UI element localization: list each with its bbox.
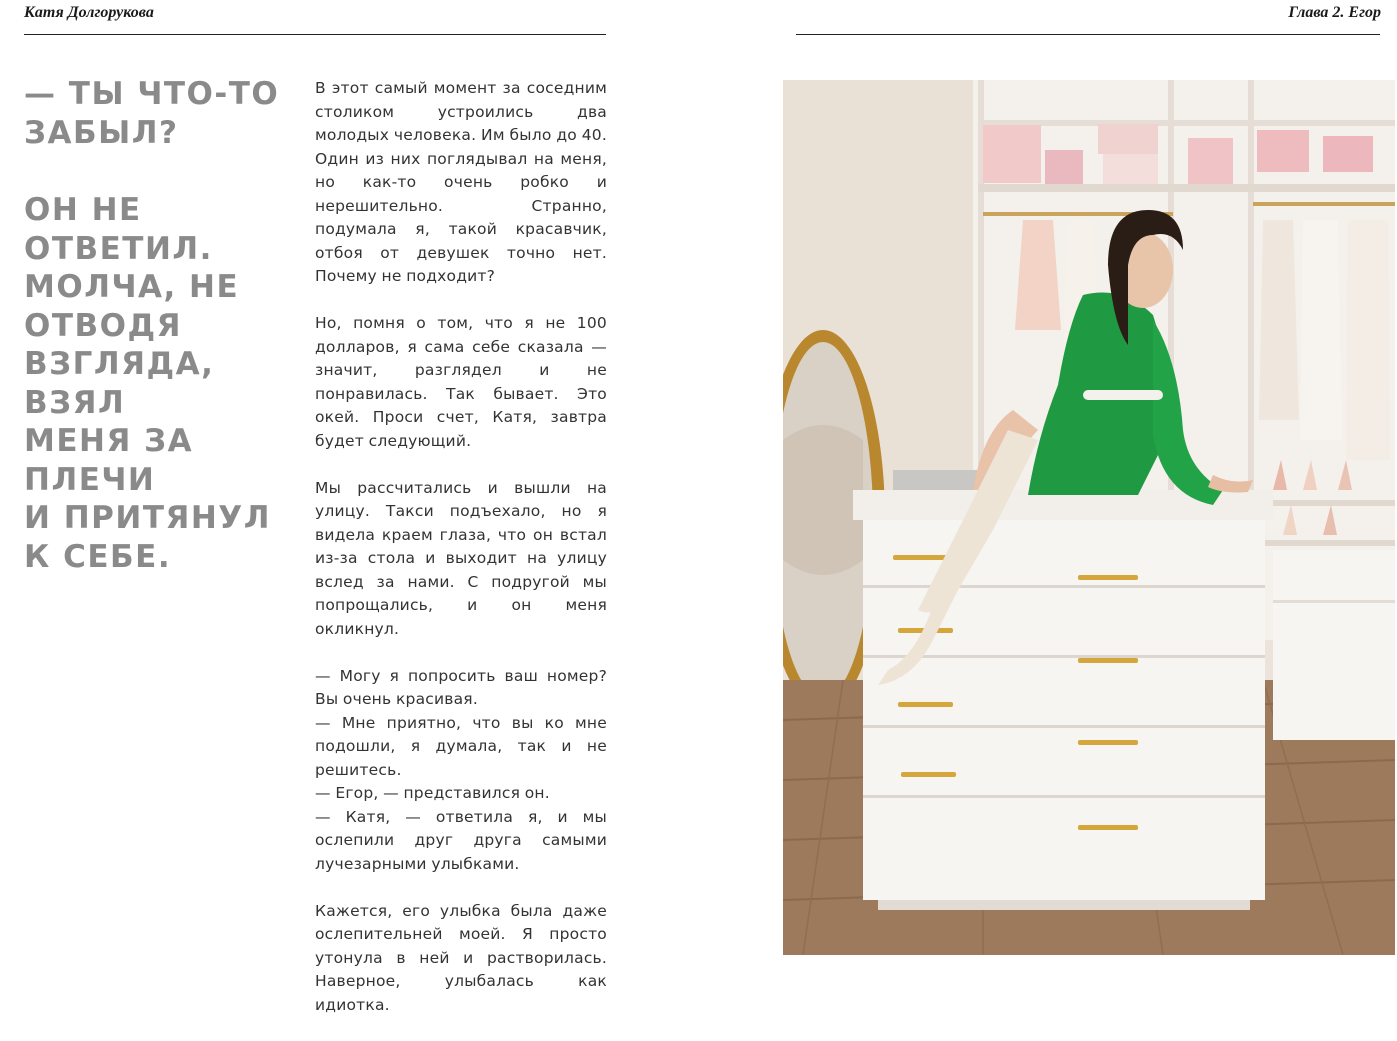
body-paragraph-2: Но, помня о том, что я не 100 долларов, я сама себе сказала — значит, разглядел и не понравилась. Так бывает. Это окей. Проси счет, Катя, завтра будет следующий.: [315, 314, 607, 450]
body-text-column: [315, 77, 607, 1041]
pull-quote-question: — ТЫ ЧТО-ТО ЗАБЫЛ?: [24, 76, 280, 151]
running-head-chapter: Глава 2. Егор: [1288, 4, 1381, 21]
header-rule-left: [24, 34, 606, 35]
pull-quote-answer: ОН НЕ ОТВЕТИЛ. МОЛЧА, НЕ ОТВОДЯ ВЗГЛЯДА, ВЗЯЛ МЕНЯ ЗА ПЛЕЧИ И ПРИТЯНУЛ К СЕБЕ.: [24, 192, 271, 575]
running-head-author: Катя Долгорукова: [24, 4, 154, 21]
photo-illustration: [783, 80, 1395, 955]
body-paragraph-5: Кажется, его улыбка была даже ослепительней моей. Я просто утонула в ней и растворилась. Наверное, улыбалась как идиотка.: [315, 901, 607, 1014]
body-paragraph-1: В этот самый момент за соседним столиком устроились два молодых человека. Им было до 40. Один из них поглядывал на меня, но как-то очень робко и нерешительно. Странно, подумала я, такой красавчик, отбоя от девушек точно нет. Почему не подходит?: [315, 79, 607, 285]
body-paragraph-4: — Могу я попросить ваш номер? Вы очень красивая. — Мне приятно, что вы ко мне подошли, я думала, так и не решитесь. — Егор, — представился он. — Катя, — ответила я, и мы ослепили друг друга самыми лучезарными улыбками.: [315, 666, 607, 873]
header-rule-right: [796, 34, 1380, 35]
body-paragraph-3: Мы рассчитались и вышли на улицу. Такси подъехало, но я видела краем глаза, что он встал из-за стола и выходит на улицу вслед за нами. С подругой мы попрощались, и он меня окликнул.: [315, 478, 607, 638]
chapter-photo: [783, 80, 1395, 955]
